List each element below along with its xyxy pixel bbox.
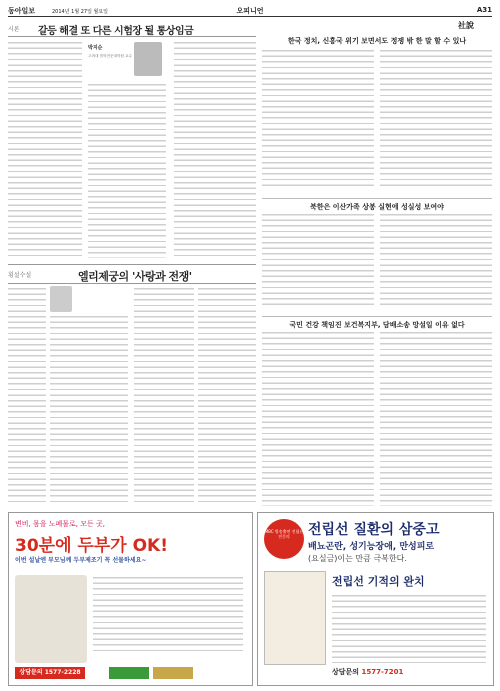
masthead-bar	[8, 4, 492, 17]
editorial-tag: 社說	[458, 21, 474, 30]
editorial-3-title[interactable]: 국민 건강 책임진 보건복지부, 담배소송 망설일 이유 없다	[262, 316, 492, 330]
op-ed-body-col3	[174, 40, 256, 258]
op-ed-header	[8, 20, 256, 37]
author-photo	[134, 42, 162, 76]
ad-book-line3: (요실금)이는 만큼 극복한다.	[308, 554, 407, 563]
editorials	[262, 20, 492, 508]
editorial-1-col2	[380, 48, 492, 188]
ad-tofu-line1: 변비, 몸을 노폐물로, 모든 곳,	[15, 520, 105, 528]
essay-body-col3	[134, 286, 194, 502]
ad-tofu-details	[93, 575, 243, 655]
op-ed-body-col2	[88, 82, 166, 258]
issue-date: 2014년 1월 27일 월요일	[52, 9, 109, 15]
op-ed-headline[interactable]: 갈등 해결 또 다른 시험장 될 통상임금	[38, 26, 194, 37]
section-title: 오피니언	[236, 7, 264, 15]
editorial-1-col1	[262, 48, 374, 188]
author-role: 고려대 법학전문대학원 교수	[88, 54, 132, 58]
ad-book-phone-label: 상담문의	[332, 668, 360, 676]
editorial-3-col1	[262, 330, 374, 506]
editorial-3-col2	[380, 330, 492, 506]
editorial-2-col2	[380, 212, 492, 308]
essay-headline[interactable]: 엘리제궁의 '사랑과 전쟁'	[78, 270, 192, 283]
ad-tofu-headline: 30분에 두부가 OK!	[15, 536, 168, 556]
ad-tofu-phone[interactable]	[15, 667, 85, 679]
ad-prostate-book[interactable]	[257, 512, 494, 686]
editorial-2-col1	[262, 212, 374, 308]
product-image	[15, 575, 87, 663]
naver-logo	[109, 667, 149, 679]
column-op-ed	[8, 20, 256, 260]
essay-header	[8, 264, 256, 284]
essay-body-col2	[50, 314, 128, 502]
page-number: A31	[476, 6, 492, 14]
op-ed-body-col1	[8, 40, 82, 258]
essay-author-photo	[50, 286, 72, 312]
column-essay	[8, 264, 256, 504]
ad-book-name: 전립선 기적의 완치	[332, 575, 425, 588]
ad-book-title-line1: 전립선 질환의 삼중고	[308, 522, 440, 538]
essay-body-col4	[198, 286, 256, 502]
op-ed-kicker: 시론	[8, 26, 20, 33]
ad-book-badge: MBC 방송출연 전립선 전문의	[264, 519, 304, 559]
newspaper-brand[interactable]: 동아일보	[8, 7, 36, 15]
ad-tofu-phone-number: 1577-2228	[44, 669, 81, 676]
author-name: 박지순	[88, 45, 103, 51]
ad-book-phone-number: 1577-7201	[361, 668, 404, 676]
ad-tofu-phone-label: 상담문의	[19, 669, 43, 676]
editorial-2-title[interactable]: 북한은 이산가족 상봉 실현에 성실성 보여야	[262, 198, 492, 212]
ad-tofu-maker[interactable]	[8, 512, 253, 686]
editorial-1-title[interactable]: 한국 정치, 신흥국 위기 보면서도 정쟁 밖 한 말 할 수 있나	[287, 37, 467, 45]
brand-logo	[153, 667, 193, 679]
ad-tofu-sub: 이번 설날엔 부모님께 두부제조기 꼭 선물하세요~	[15, 557, 147, 564]
ad-book-line2: 배뇨곤란, 성기능장애, 만성피로	[308, 542, 435, 552]
essay-kicker: 횡설수설	[8, 272, 32, 279]
ad-book-details	[332, 593, 486, 663]
essay-body-col1	[8, 286, 46, 502]
book-cover-image	[264, 571, 326, 665]
ad-book-phone[interactable]	[332, 667, 482, 679]
